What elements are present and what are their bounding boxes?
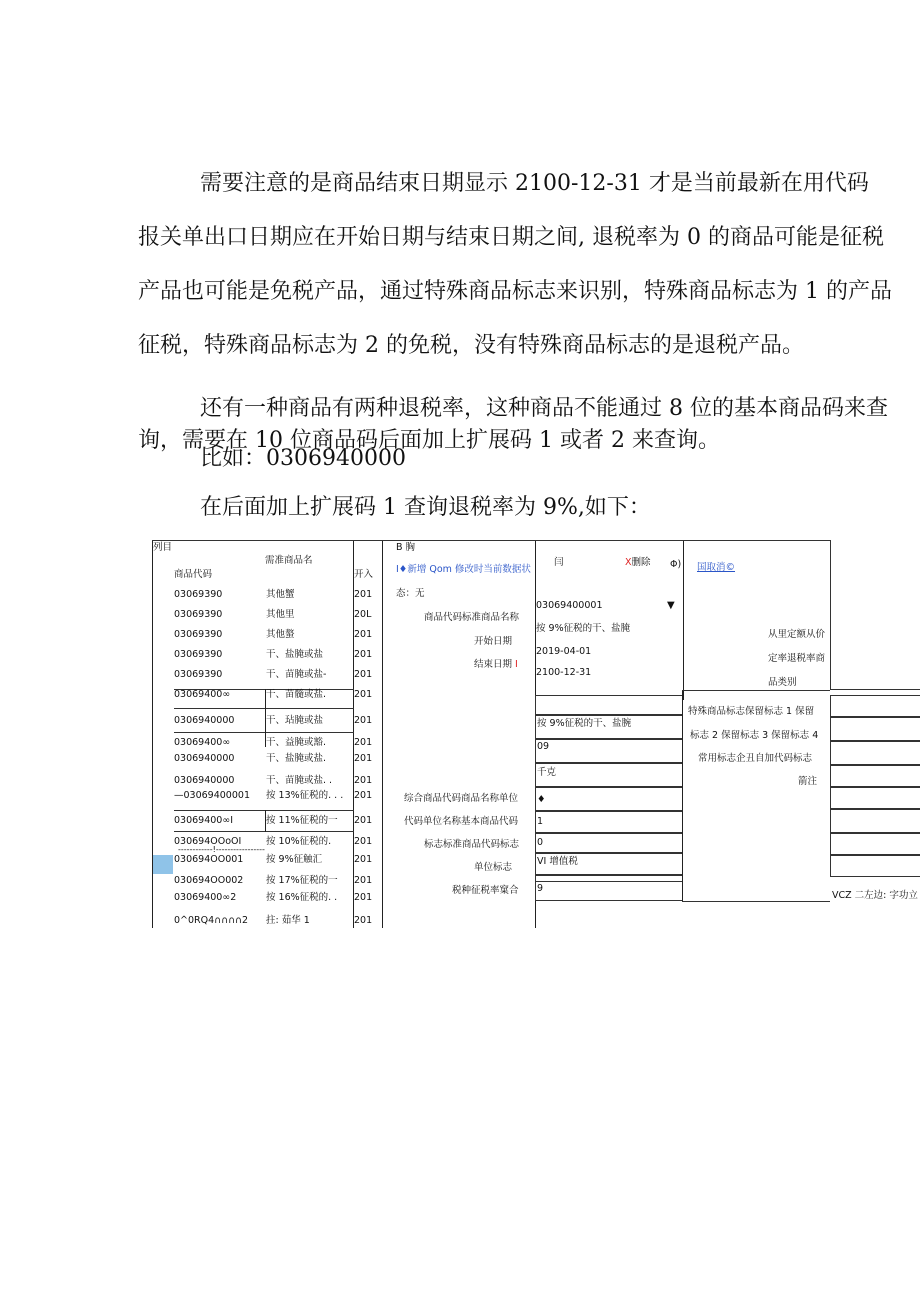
- label-lower-4: 单位标志: [474, 862, 513, 873]
- row-name: 干、玷腌或盐: [266, 715, 324, 726]
- text-line: 在后面加上扩展码 1 查询退税率为 9%,如下：: [200, 495, 651, 520]
- table-row[interactable]: [152, 649, 382, 663]
- row-year: 20L: [354, 609, 372, 620]
- row-name: 拄: 茹华 1: [266, 915, 310, 926]
- label-start-date: 开始日期: [474, 636, 513, 647]
- field-box[interactable]: [830, 855, 920, 877]
- right-label-2: 定率退税率商: [768, 653, 826, 664]
- column-header-kai: 开入: [354, 569, 374, 580]
- row-code: 030694OOoOI: [174, 836, 242, 847]
- value-lower-3: 千克: [537, 767, 557, 778]
- row-code: 03069400∞: [174, 737, 231, 748]
- row-year: 201: [354, 753, 373, 764]
- form-toolbar[interactable]: [396, 564, 531, 576]
- label-code-name: 商品代码标准商品名称: [424, 612, 520, 623]
- row-name: 其他螯: [266, 629, 295, 640]
- table-row[interactable]: [152, 669, 382, 683]
- row-name: 其他里: [266, 609, 295, 620]
- cancel-button[interactable]: 国取消©: [697, 562, 736, 573]
- row-code: 0306940000: [174, 753, 235, 764]
- row-name: 按 13%征税的. . .: [266, 790, 344, 801]
- row-year: 201: [354, 915, 373, 926]
- value-code: 03069400001: [536, 600, 603, 611]
- list-title: 列目: [153, 542, 173, 553]
- table-row[interactable]: [152, 790, 382, 804]
- value-lower-8: 9: [537, 883, 544, 894]
- row-year: 201: [354, 790, 373, 801]
- label-lower-3: 标志标准商品代码标志: [424, 839, 520, 850]
- right-label-6: 常用标志企丑自加代码标志: [698, 753, 813, 764]
- text-line: 还有一种商品有两种退税率，这种商品不能通过 8 位的基本商品码来查: [200, 396, 888, 421]
- table-row[interactable]: [152, 609, 382, 623]
- row-year: 201: [354, 775, 373, 786]
- row-code: 0306940000: [174, 715, 235, 726]
- row-name: 干、苗腌或盐-: [266, 669, 327, 680]
- field-box[interactable]: [535, 715, 683, 739]
- row-code: 03069390: [174, 609, 223, 620]
- right-label-7: 箭注: [798, 776, 818, 787]
- row-code: 030694OO001: [174, 854, 244, 865]
- value-lower-7: VI 增值税: [537, 856, 578, 867]
- phi-button[interactable]: Φ): [670, 559, 682, 570]
- field-box[interactable]: [830, 717, 920, 741]
- field-box[interactable]: [535, 739, 683, 763]
- field-box[interactable]: [535, 853, 683, 875]
- row-year: 201: [354, 854, 373, 865]
- paragraph-4: [138, 481, 920, 535]
- field-box[interactable]: [830, 540, 920, 690]
- paragraph-3: [138, 432, 920, 486]
- row-name: 干、苗腌或盐. .: [266, 775, 333, 786]
- row-year: 201: [354, 815, 373, 826]
- row-code: 030694OO002: [174, 875, 244, 886]
- field-box[interactable]: [830, 787, 920, 809]
- label-lower-1: 综合商品代码商品名称单位: [404, 793, 519, 804]
- field-box[interactable]: [830, 765, 920, 787]
- row-code: —03069400001: [174, 790, 250, 801]
- table-row[interactable]: [152, 689, 382, 703]
- row-year: 201: [354, 875, 373, 886]
- value-lower-4: ♦: [537, 794, 546, 805]
- footer-text: VCZ 二左边: 字功立: [832, 890, 918, 901]
- field-box[interactable]: [830, 809, 920, 833]
- table-row[interactable]: [152, 875, 382, 889]
- row-code: 03069400∞I: [174, 815, 234, 826]
- row-name: 干、益腌或豁.: [266, 737, 327, 748]
- row-code: 03069400∞: [174, 689, 231, 700]
- row-name: 按 9%征触汇: [266, 854, 323, 865]
- delete-button[interactable]: X删除: [625, 557, 651, 568]
- row-code: 03069400∞2: [174, 892, 237, 903]
- value-name: 按 9%征税的干、盐腌: [536, 623, 631, 634]
- label-end-date: 结束日期 I: [474, 659, 518, 670]
- column-header-name: 需准商品名: [265, 555, 313, 566]
- field-box[interactable]: [535, 695, 683, 715]
- paragraph-1: [138, 157, 920, 373]
- field-box[interactable]: [535, 763, 683, 787]
- row-name: 其他蟹: [266, 589, 295, 600]
- table-row[interactable]: [152, 915, 382, 928]
- row-name: 按 11%征税的一: [266, 815, 338, 826]
- row-year: 201: [354, 715, 373, 726]
- row-code: 03069390: [174, 649, 223, 660]
- row-year: 201: [354, 589, 373, 600]
- table-row[interactable]: [152, 775, 382, 789]
- field-box[interactable]: [830, 833, 920, 855]
- section-label: B 胸: [396, 542, 416, 553]
- text-line: 征税，特殊商品标志为 2 的免税，没有特殊商品标志的是退税产品。: [138, 333, 804, 358]
- right-label-5: 标志 2 保留标志 3 保留标志 4: [690, 730, 819, 741]
- label-lower-5: 税种征税率窠合: [452, 885, 519, 896]
- value-lower-5: 1: [537, 816, 544, 827]
- row-code: 0306940000: [174, 775, 235, 786]
- value-start-date[interactable]: 2019-04-01: [536, 646, 592, 657]
- top-field-text: 闫: [554, 557, 564, 568]
- field-box[interactable]: [830, 695, 920, 717]
- row-name: 按 10%征税的.: [266, 836, 332, 847]
- row-code: 0^0RQ4∩∩∩∩2: [174, 915, 249, 926]
- column-header-code: 商品代码: [174, 569, 213, 580]
- table-row[interactable]: [152, 815, 382, 829]
- embedded-screenshot: [152, 540, 920, 928]
- table-row[interactable]: [152, 854, 382, 868]
- field-box[interactable]: [830, 741, 920, 765]
- row-name: 按 17%征税的一: [266, 875, 338, 886]
- text-line: 报关单出口日期应在开始日期与结束日期之间, 退税率为 0 的商品可能是征税: [138, 225, 884, 250]
- field-box[interactable]: [535, 833, 683, 853]
- status-text: 态：无: [396, 588, 425, 599]
- text-line: 需要注意的是商品结束日期显示 2100-12-31 才是当前最新在用代码: [200, 171, 869, 196]
- value-lower-2: 09: [537, 741, 550, 752]
- row-code: 03069390: [174, 669, 223, 680]
- row-code: 03069390: [174, 589, 223, 600]
- table-row[interactable]: [152, 753, 382, 767]
- row-year: 201: [354, 689, 373, 700]
- row-name: 干、盐腌或盐.: [266, 753, 327, 764]
- row-code: 03069390: [174, 629, 223, 640]
- row-name: 按 16%征税的. .: [266, 892, 338, 903]
- right-label-1: 从里定额从价: [768, 629, 826, 640]
- table-row[interactable]: [152, 589, 382, 603]
- text-line: 产品也可能是免税产品，通过特殊商品标志来识别，特殊商品标志为 1 的产品: [138, 279, 892, 304]
- field-box[interactable]: [535, 811, 683, 833]
- text-line: 询，需要在 10 位商品码后面加上扩展码 1 或者 2 来查询。: [138, 428, 720, 453]
- field-box[interactable]: [535, 881, 683, 901]
- table-row[interactable]: [152, 715, 382, 729]
- dropdown-arrow-icon[interactable]: ▼: [667, 600, 675, 611]
- row-year: 201: [354, 629, 373, 640]
- value-end-date[interactable]: 2100-12-31: [536, 667, 592, 678]
- row-year: 201: [354, 836, 373, 847]
- value-lower-1: 按 9%征税的干、盐腕: [537, 718, 632, 729]
- delete-icon: X: [625, 557, 632, 568]
- cursor-mark: I: [515, 659, 518, 670]
- field-box[interactable]: [535, 787, 683, 811]
- row-divider-text: ------------!-----------------: [178, 845, 265, 854]
- value-lower-6: 0: [537, 837, 544, 848]
- row-year: 201: [354, 737, 373, 748]
- table-row[interactable]: [152, 629, 382, 643]
- right-label-4: 特殊商品标志保留标志 1 保留: [688, 706, 815, 717]
- row-year: 201: [354, 892, 373, 903]
- row-name: 干、盐腌或盐: [266, 649, 324, 660]
- table-row[interactable]: [152, 737, 382, 751]
- right-label-3: 品类别: [768, 677, 797, 688]
- toolbar-text: I♦新增 Qom 修改时当前数据状: [396, 564, 531, 575]
- text-line: 比如：0306940000: [200, 446, 406, 471]
- row-year: 201: [354, 669, 373, 680]
- table-row[interactable]: [152, 892, 382, 906]
- row-year: 201: [354, 649, 373, 660]
- label-lower-2: 代码单位名称基本商品代码: [404, 816, 519, 827]
- row-name: 干、苗髓或盐.: [266, 689, 327, 700]
